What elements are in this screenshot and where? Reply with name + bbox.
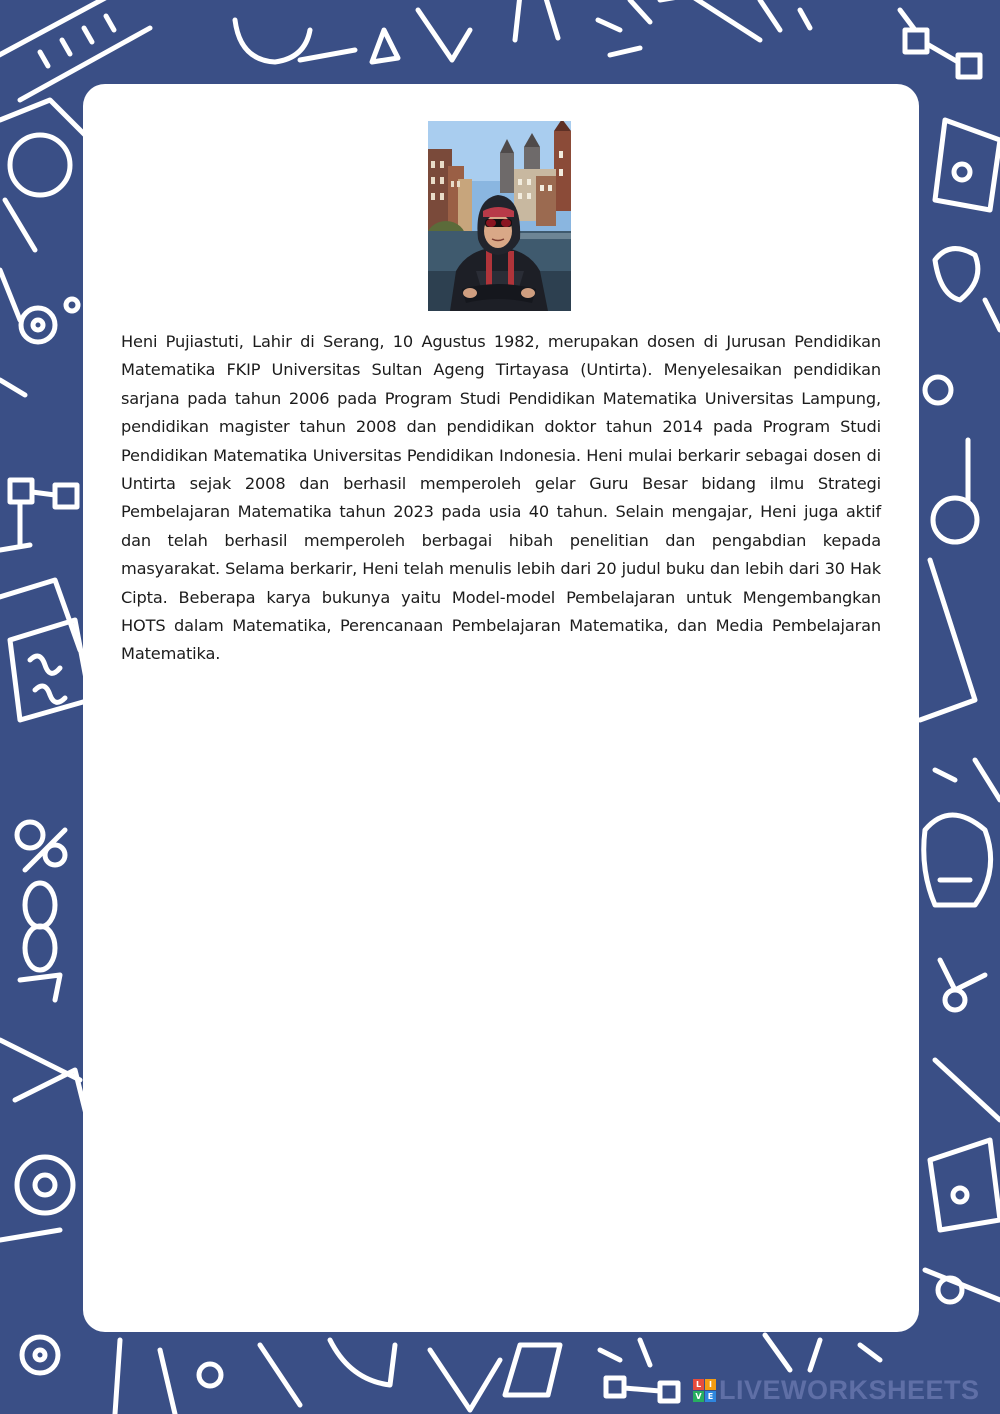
liveworksheets-logo-icon [693, 1379, 716, 1402]
logo-square-v: V [693, 1391, 704, 1402]
liveworksheets-logo [693, 1373, 980, 1407]
author-biography: Heni Pujiastuti, Lahir di Serang, 10 Agustus 1982, merupakan dosen di Jurusan Pendidikan Matematika FKIP Universitas Sultan Ageng Tirtayasa (Untirta). Menyelesaikan pendidikan sarjana pada tahun 2006 pada Program Studi Pendidikan Matematika Universitas Lampung, pendidikan magister tahun 2008 dan pendidikan doktor tahun 2014 pada Program Studi Pendidikan Matematika Universitas Pendidikan Indonesia. Heni mulai berkarir sebagai dosen di Untirta sejak 2008 dan berhasil memperoleh gelar Guru Besar bidang ilmu Strategi Pembelajaran Matematika tahun 2023 pada usia 40 tahun. Selain mengajar, Heni juga aktif dan telah berhasil memperoleh berbagai hibah penelitian dan pengabdian kepada masyarakat. Selama berkarir, Heni telah menulis lebih dari 20 judul buku dan lebih dari 30 Hak Cipta. Beberapa karya bukunya yaitu Model-model Pembelajaran untuk Mengembangkan HOTS dalam Matematika, Perencanaan Pembelajaran Matematika, dan Media Pembelajaran Matematika. [121, 332, 881, 664]
logo-square-i: I [705, 1379, 716, 1390]
author-photo [428, 121, 571, 311]
logo-square-l: L [693, 1379, 704, 1390]
liveworksheets-wordmark: LIVEWORKSHEETS [719, 1375, 980, 1405]
logo-square-e: E [705, 1391, 716, 1402]
content-card [83, 84, 919, 1332]
